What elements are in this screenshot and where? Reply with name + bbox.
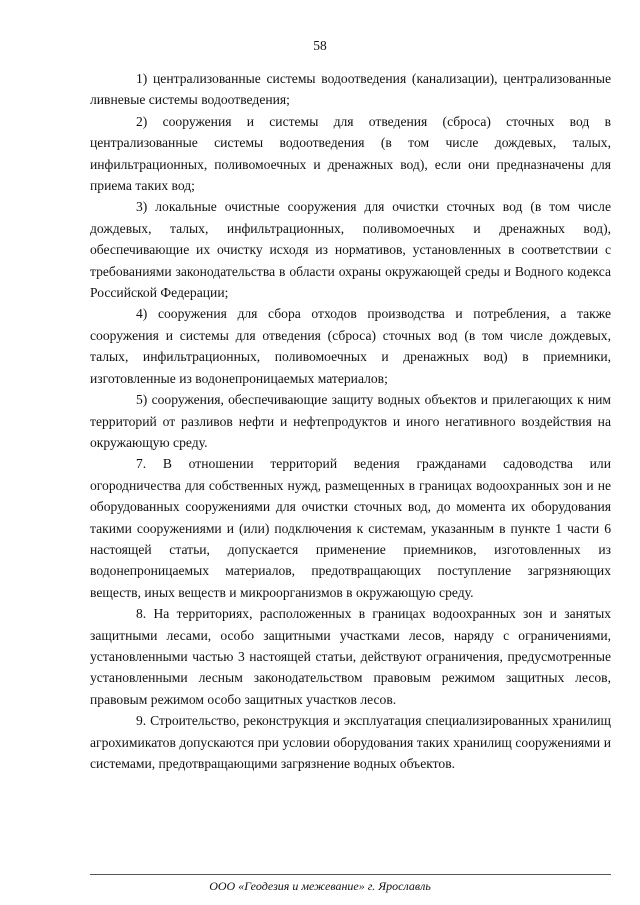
paragraph-item-1: 1) централизованные системы водоотведения (канализации), централизованные ливневые системы водоотведения; <box>90 71 611 108</box>
paragraph-clause-8: 8. На территориях, расположенных в границах водоохранных зон и занятых защитными лесами, особо защитными участками лесов, наряду с ограничениями, установленными частью 3 настоящей статьи, действуют ограничения, предусмотренные установленными лесным законодательством правовым режимом защитных лесов, правовым режимом особо защитных участков лесов. <box>90 606 611 707</box>
body-text <box>90 68 611 774</box>
paragraph-clause-9: 9. Строительство, реконструкция и эксплуатация специализированных хранилищ агрохимикатов допускаются при условии оборудования таких хранилищ сооружениями и системами, предотвращающими загрязнение водных объектов. <box>90 713 611 771</box>
footer-text: ООО «Геодезия и межевание» г. Ярославль <box>209 879 431 893</box>
paragraph-clause-7: 7. В отношении территорий ведения гражданами садоводства или огородничества для собственных нужд, размещенных в границах водоохранных зон и не оборудованных сооружениями для очистки сточных вод, до момента их оборудования такими сооружениями и (или) подключения к системам, указанным в пункте 1 части 6 настоящей статьи, допускается применение приемников, изготовленных из водонепроницаемых материалов, предотвращающих поступление загрязняющих веществ, иных веществ и микроорганизмов в окружающую среду. <box>90 456 611 600</box>
footer-divider <box>90 874 611 875</box>
paragraph-item-3: 3) локальные очистные сооружения для очистки сточных вод (в том числе дождевых, талых, инфильтрационных, поливомоечных и дренажных вод), обеспечивающие их очистку исходя из нормативов, установленных в соответствии с требованиями законодательства в области охраны окружающей среды и Водного кодекса Российской Федерации; <box>90 199 611 301</box>
paragraph-item-2: 2) сооружения и системы для отведения (сброса) сточных вод в централизованные системы водоотведения (в том числе дождевых, талых, инфильтрационных, поливомоечных и дренажных вод), если они предназначены для приема таких вод; <box>90 113 611 194</box>
page-number: 58 <box>313 38 327 53</box>
paragraph-item-5: 5) сооружения, обеспечивающие защиту водных объектов и прилегающих к ним территорий от разливов нефти и нефтепродуктов и иного негативного воздействия на окружающую среду. <box>90 392 611 450</box>
paragraph-item-4: 4) сооружения для сбора отходов производства и потребления, а также сооружения и системы для отведения (сброса) сточных вод (в том числе дождевых, талых, инфильтрационных, поливомоечных и дренажных вод) в приемники, изготовленные из водонепроницаемых материалов; <box>90 306 611 386</box>
